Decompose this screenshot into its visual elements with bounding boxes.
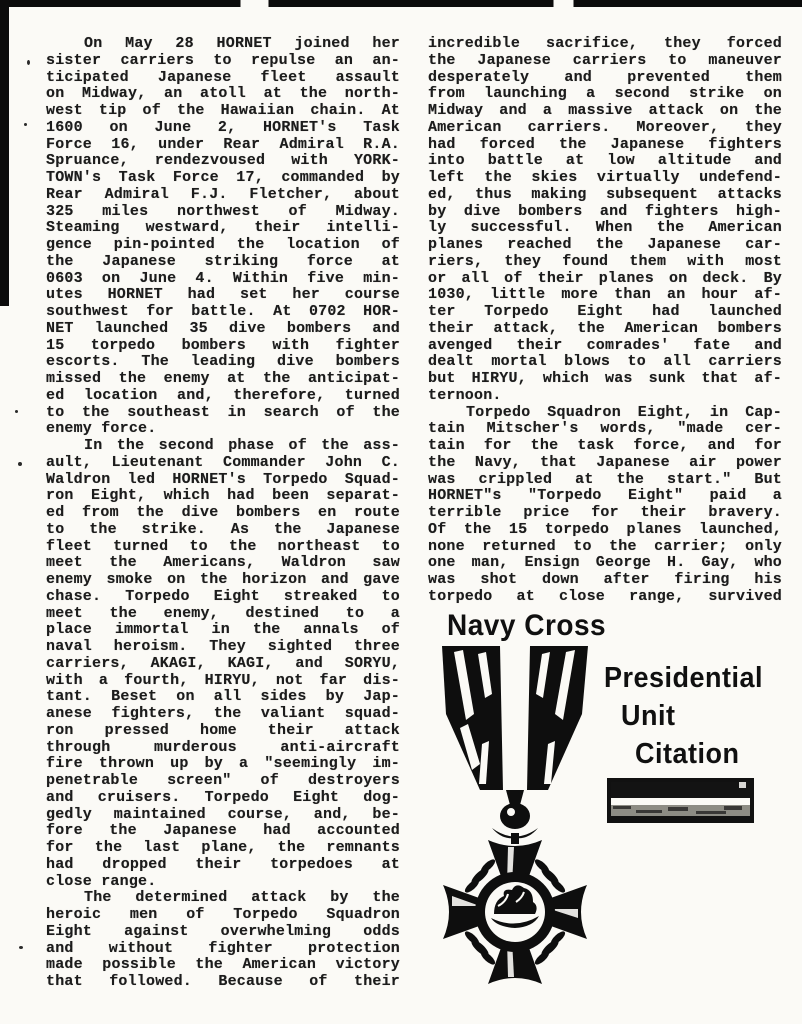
text-line: had dropped their torpedoes at xyxy=(46,855,400,873)
text-line: fore the Japanese had accounted xyxy=(46,822,400,840)
text-line: dealt mortal blows to all carriers xyxy=(428,353,782,371)
text-line: 1030, little more than an hour af- xyxy=(428,286,782,304)
text-line: none returned to the carrier; only xyxy=(428,537,782,555)
text-line: Steaming westward, their intelli- xyxy=(46,219,400,237)
text-line: heroic men of Torpedo Squadron xyxy=(46,906,400,923)
text-line: gedly maintained course, and, be- xyxy=(46,805,400,823)
text-line: In the second phase of the ass- xyxy=(84,437,400,454)
text-line: ternoon. xyxy=(428,386,502,404)
text-line: Eight against overwhelming odds xyxy=(46,922,400,940)
text-line: ault, Lieutenant Commander John C. xyxy=(46,453,400,471)
text-line: incredible sacrifice, they forced xyxy=(428,35,782,52)
text-line: enemy smoke on the horizon and gave xyxy=(46,571,400,588)
text-line: fire thrown up by a "seemingly im- xyxy=(46,755,400,773)
text-line: tant. Beset on all sides by Jap- xyxy=(46,688,400,706)
text-line: avenged their comrades' fate and xyxy=(428,336,782,354)
text-line: left the skies virtually undefend- xyxy=(428,169,782,186)
scan-speck xyxy=(24,123,27,126)
text-line: with a fourth, HIRYU, not far dis- xyxy=(46,671,400,689)
text-line: west tip of the Hawaiian chain. At xyxy=(46,102,400,119)
text-line: on Midway, an atoll at the north- xyxy=(46,85,400,103)
text-line: sister carriers to repulse an an- xyxy=(46,51,400,69)
text-line: into battle at low altitude and xyxy=(428,152,782,170)
text-line: tain Mitscher's words, "made cer- xyxy=(428,420,782,438)
text-line: American carriers. Moreover, they xyxy=(428,118,782,136)
text-line: naval heroism. They sighted three xyxy=(46,638,400,655)
text-line: meet the enemy, destined to a xyxy=(46,604,400,622)
text-line: tain for the task force, and for xyxy=(428,437,782,454)
text-line: one man, Ensign George H. Gay, who xyxy=(428,554,782,572)
text-line: gence pin-pointed the location of xyxy=(46,236,400,253)
text-line: the Japanese striking force at xyxy=(46,252,400,270)
text-line: ed location and, therefore, turned xyxy=(46,386,400,404)
text-line: ron pressed home their attack xyxy=(46,721,400,739)
text-line: ticipated Japanese fleet assault xyxy=(46,68,400,86)
navy-cross-medal-icon xyxy=(436,644,608,990)
text-line: ly successful. When the American xyxy=(428,219,782,237)
text-line: Of the 15 torpedo planes launched, xyxy=(428,520,782,538)
text-line: through murderous anti-aircraft xyxy=(46,738,400,756)
text-line: to the strike. As the Japanese xyxy=(46,520,400,538)
text-line: riers, they found them with most xyxy=(428,252,782,270)
text-line: torpedo at close range, survived xyxy=(428,587,782,605)
text-line: 325 miles northwest of Midway. xyxy=(46,202,400,220)
text-line: for the last plane, the remnants xyxy=(46,839,400,856)
text-line: 0603 on June 4. Within five min- xyxy=(46,269,400,287)
text-line: was shot down after firing his xyxy=(428,571,782,588)
scan-edge-artifact-left xyxy=(0,0,9,306)
text-line: by dive bombers and fighters high- xyxy=(428,202,782,220)
text-line: the Japanese carriers to maneuver xyxy=(428,51,782,69)
text-line: ed, thus making subsequent attacks xyxy=(428,185,782,203)
text-line: NET launched 35 dive bombers and xyxy=(46,319,400,337)
scan-edge-artifact-top xyxy=(0,0,802,7)
text-line: escorts. The leading dive bombers xyxy=(46,353,400,371)
text-line: place immortal in the annals of xyxy=(46,621,400,639)
text-line: Spruance, rendezvoused with YORK- xyxy=(46,152,400,170)
navy-cross-heading: Navy Cross xyxy=(447,609,607,642)
puc-heading-line-1: Presidential xyxy=(604,662,764,694)
text-line: missed the enemy at the anticipat- xyxy=(46,370,400,387)
text-line: 15 torpedo bombers with fighter xyxy=(46,336,400,354)
text-line: On May 28 HORNET joined her xyxy=(84,35,400,52)
text-line: desperately and prevented them xyxy=(428,68,782,86)
text-line: ron Eight, which had been separat- xyxy=(46,487,400,505)
text-line: Midway and a massive attack on the xyxy=(428,102,782,119)
text-line: 1600 on June 2, HORNET's Task xyxy=(46,118,400,136)
scan-speck xyxy=(18,462,22,466)
text-line: but HIRYU, which was sunk that af- xyxy=(428,370,782,387)
text-line: southwest for battle. At 0702 HOR- xyxy=(46,303,400,320)
text-line: penetrable screen" of destroyers xyxy=(46,772,400,789)
text-line: utes HORNET had set her course xyxy=(46,286,400,304)
scan-speck xyxy=(15,410,18,413)
text-line: planes reached the Japanese car- xyxy=(428,236,782,253)
text-line: Waldron led HORNET's Torpedo Squad- xyxy=(46,470,400,488)
text-line: Rear Admiral F.J. Fletcher, about xyxy=(46,185,400,203)
right-text-column xyxy=(428,36,782,606)
text-line: anese fighters, the valiant squad- xyxy=(46,705,400,722)
text-line: and without fighter protection xyxy=(46,939,400,957)
text-line: enemy force. xyxy=(46,420,157,438)
text-line: from launching a second strike on xyxy=(428,85,782,103)
text-line: their attack, the American bombers xyxy=(428,319,782,337)
text-line: or all of their planes on deck. By xyxy=(428,269,782,287)
text-line: ed from the dive bombers en route xyxy=(46,504,400,521)
scan-speck xyxy=(19,946,23,949)
text-line: ter Torpedo Eight had launched xyxy=(428,303,782,320)
text-line: Force 16, under Rear Admiral R.A. xyxy=(46,135,400,153)
text-line: terrible price for their bravery. xyxy=(428,504,782,521)
puc-heading-line-2: Unit xyxy=(621,700,676,732)
text-line: fleet turned to the northeast to xyxy=(46,537,400,555)
text-line: was crippled at the start." But xyxy=(428,470,782,488)
text-line: had forced the Japanese fighters xyxy=(428,135,782,153)
text-line: carriers, AKAGI, KAGI, and SORYU, xyxy=(46,654,400,672)
text-line: made possible the American victory xyxy=(46,956,400,974)
scan-speck xyxy=(27,60,30,65)
text-line: that followed. Because of their xyxy=(46,973,400,990)
text-line: Torpedo Squadron Eight, in Cap- xyxy=(466,403,782,421)
text-line: TOWN's Task Force 17, commanded by xyxy=(46,169,400,186)
puc-heading-line-3: Citation xyxy=(635,738,740,770)
text-line: and cruisers. Torpedo Eight dog- xyxy=(46,788,400,806)
text-line: to the southeast in search of the xyxy=(46,403,400,421)
text-line: HORNET"s "Torpedo Eight" paid a xyxy=(428,487,782,505)
text-line: chase. Torpedo Eight streaked to xyxy=(46,587,400,605)
text-line: meet the Americans, Waldron saw xyxy=(46,554,400,572)
text-line: The determined attack by the xyxy=(84,889,400,907)
text-line: the Navy, that Japanese air power xyxy=(428,453,782,471)
text-line: close range. xyxy=(46,872,157,890)
left-text-column xyxy=(46,36,400,991)
presidential-unit-citation-ribbon-icon xyxy=(606,776,756,826)
